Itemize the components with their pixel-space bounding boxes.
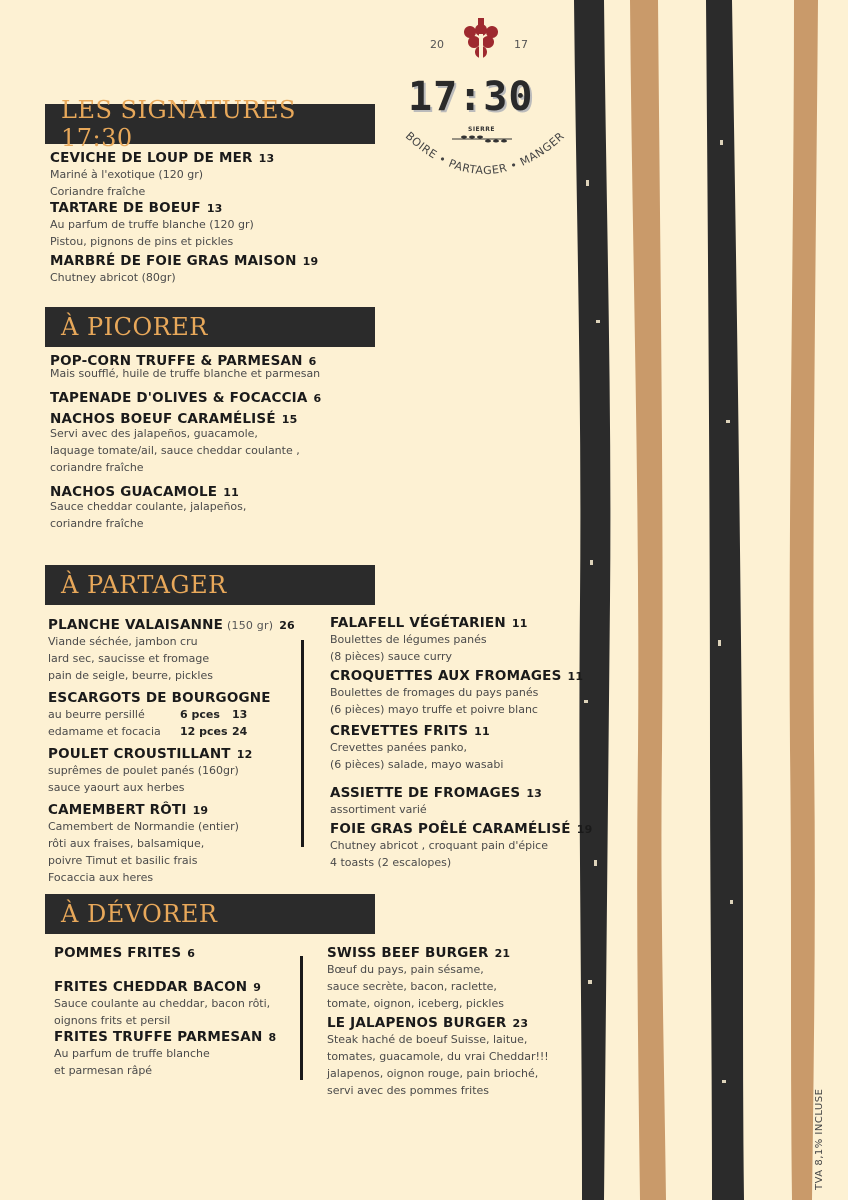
list-item [54, 1029, 276, 1079]
logo-year-right: 17 [514, 38, 528, 51]
list-item [330, 785, 592, 818]
item-name: NACHOS GUACAMOLE [50, 484, 218, 500]
item-desc: suprêmes de poulet panés (160gr) [48, 764, 239, 777]
row-price: 24 [232, 725, 248, 738]
item-name: FALAFELL VÉGÉTARIEN [330, 615, 506, 631]
item-desc: Mariné à l'exotique (120 gr) [50, 168, 204, 181]
item-desc: laquage tomate/ail, sauce cheddar coulante , [50, 444, 300, 457]
item-price: 13 [258, 152, 275, 165]
list-item [48, 617, 295, 684]
item-desc: Boulettes de fromages du pays panés [330, 686, 539, 699]
item-desc: Chutney abricot , croquant pain d'épice [330, 839, 548, 852]
item-desc: oignons frits et persil [54, 1014, 171, 1027]
list-item [50, 150, 318, 200]
signatures-list [50, 150, 318, 286]
item-desc: Sauce coulante au cheddar, bacon rôti, [54, 997, 271, 1010]
price-row [48, 706, 295, 723]
item-price: 6 [187, 947, 196, 960]
item-desc: coriandre fraîche [50, 517, 144, 530]
item-desc: sauce secrète, bacon, raclette, [327, 980, 497, 993]
item-price: 21 [494, 947, 511, 960]
column-divider [301, 640, 304, 847]
item-price: 19 [302, 255, 319, 268]
section-title-picorer: À PICORER [61, 313, 208, 341]
item-size: (150 gr) [227, 619, 274, 632]
tan-stripe-1 [630, 0, 666, 1200]
item-desc: (6 pièces) salade, mayo wasabi [330, 758, 504, 771]
item-desc: 4 toasts (2 escalopes) [330, 856, 452, 869]
item-desc: (8 pièces) sauce curry [330, 650, 453, 663]
item-desc: Focaccia aux heres [48, 871, 154, 884]
item-price: 6 [313, 392, 322, 405]
item-price: 19 [576, 823, 593, 836]
item-name: MARBRÉ DE FOIE GRAS MAISON [50, 253, 297, 269]
item-name: FRITES CHEDDAR BACON [54, 979, 248, 995]
item-desc: rôti aux fraises, balsamique, [48, 837, 205, 850]
item-price: 19 [192, 804, 209, 817]
list-item [50, 200, 318, 250]
item-desc: assortiment varié [330, 803, 427, 816]
item-desc: Camembert de Normandie (entier) [48, 820, 239, 833]
list-item [54, 945, 276, 961]
list-item [48, 690, 295, 740]
section-title-devorer: À DÉVORER [61, 900, 218, 928]
item-price: 11 [474, 725, 490, 738]
row-price: 13 [232, 708, 248, 721]
item-price: 11 [511, 617, 528, 630]
list-item [48, 802, 295, 886]
price-row [48, 723, 295, 740]
item-desc: pain de seigle, beurre, pickles [48, 669, 213, 682]
item-name: CAMEMBERT RÔTI [48, 802, 187, 818]
item-desc: coriandre fraîche [50, 461, 144, 474]
item-name: ASSIETTE DE FROMAGES [330, 785, 521, 801]
item-price: 11 [223, 486, 239, 499]
item-desc: Viande séchée, jambon cru [48, 635, 198, 648]
picorer-list [50, 353, 321, 532]
svg-text:BOIRE • PARTAGER • MANGER: BOIRE • PARTAGER • MANGER [402, 129, 568, 178]
list-item [50, 253, 318, 286]
item-desc: Sauce cheddar coulante, jalapeños, [50, 500, 247, 513]
section-banner-signatures [45, 96, 375, 152]
row-text: edamame et focacia [48, 725, 161, 738]
row-pieces: 12 pces [180, 725, 228, 738]
item-price: 26 [279, 619, 295, 632]
item-price: 13 [206, 202, 223, 215]
item-desc: tomates, guacamole, du vrai Cheddar!!! [327, 1050, 549, 1063]
item-desc: poivre Timut et basilic frais [48, 854, 198, 867]
item-desc: Steak haché de boeuf Suisse, laitue, [327, 1033, 528, 1046]
list-item [48, 746, 295, 796]
list-item [50, 411, 321, 476]
item-price: 11 [567, 670, 584, 683]
item-price: 13 [526, 787, 543, 800]
item-name: NACHOS BOEUF CARAMÉLISÉ [50, 411, 276, 427]
list-item [50, 484, 321, 532]
item-desc: et parmesan râpé [54, 1064, 153, 1077]
tan-stripe-2 [790, 0, 818, 1200]
list-item [50, 390, 321, 406]
section-banner-picorer [45, 307, 375, 347]
item-desc: Pistou, pignons de pins et pickles [50, 235, 234, 248]
item-desc: Au parfum de truffe blanche [54, 1047, 210, 1060]
item-name: TARTARE DE BOEUF [50, 200, 201, 216]
devorer-right-list [327, 945, 549, 1099]
item-name: PLANCHE VALAISANNE [48, 617, 224, 633]
column-divider [300, 956, 303, 1080]
list-item [330, 615, 592, 665]
dark-stripe-2 [706, 0, 744, 1200]
grapes-bottle-icon [458, 18, 504, 68]
list-item [54, 979, 276, 1029]
section-title-signatures: LES SIGNATURES 17:30 [61, 96, 296, 152]
item-desc: Bœuf du pays, pain sésame, [327, 963, 484, 976]
item-name: POP-CORN TRUFFE & PARMESAN [50, 353, 303, 369]
logo-year-left: 20 [430, 38, 444, 51]
item-desc: jalapenos, oignon rouge, pain brioché, [327, 1067, 539, 1080]
logo-town: SIERRE [468, 126, 495, 133]
item-price: 6 [308, 355, 317, 368]
list-item [327, 1015, 549, 1099]
item-name: FRITES TRUFFE PARMESAN [54, 1029, 263, 1045]
item-desc: Chutney abricot (80gr) [50, 271, 176, 284]
section-banner-partager [45, 565, 375, 605]
logo-name: 17:30 [408, 74, 534, 120]
item-name: CREVETTES FRITS [330, 723, 469, 739]
item-name: CROQUETTES AUX FROMAGES [330, 668, 562, 684]
item-price: 9 [253, 981, 262, 994]
item-desc: Coriandre fraîche [50, 185, 146, 198]
item-desc: Mais soufflé, huile de truffe blanche et parmesan [50, 367, 321, 380]
item-desc: lard sec, saucisse et fromage [48, 652, 210, 665]
item-price: 15 [281, 413, 298, 426]
item-name: ESCARGOTS DE BOURGOGNE [48, 690, 271, 706]
logo [400, 14, 570, 184]
item-name: LE JALAPENOS BURGER [327, 1015, 507, 1031]
item-desc: (6 pièces) mayo truffe et poivre blanc [330, 703, 538, 716]
item-name: POMMES FRITES [54, 945, 182, 961]
item-price: 23 [512, 1017, 529, 1030]
list-item [50, 353, 321, 382]
logo-tagline-arc [390, 104, 580, 194]
item-name: POULET CROUSTILLANT [48, 746, 231, 762]
section-title-partager: À PARTAGER [61, 571, 227, 599]
partager-right-list [330, 615, 592, 871]
tva-notice: TVA 8,1% INCLUSE [814, 1088, 825, 1190]
item-desc: Servi avec des jalapeños, guacamole, [50, 427, 258, 440]
decorative-stripes [560, 0, 848, 1200]
item-price: 12 [236, 748, 253, 761]
item-name: TAPENADE D'OLIVES & FOCACCIA [50, 390, 308, 406]
list-item [330, 821, 592, 871]
item-name: FOIE GRAS POÊLÉ CARAMÉLISÉ [330, 821, 571, 837]
section-banner-devorer [45, 894, 375, 934]
item-name: SWISS BEEF BURGER [327, 945, 489, 961]
row-pieces: 6 pces [180, 708, 220, 721]
row-text: au beurre persillé [48, 708, 145, 721]
item-name: CEVICHE DE LOUP DE MER [50, 150, 253, 166]
item-desc: Crevettes panées panko, [330, 741, 467, 754]
item-desc: sauce yaourt aux herbes [48, 781, 185, 794]
list-item [327, 945, 549, 1012]
devorer-left-list [54, 945, 276, 1079]
partager-left-list [48, 617, 295, 886]
item-desc: servi avec des pommes frites [327, 1084, 490, 1097]
item-price: 8 [268, 1031, 277, 1044]
item-desc: tomate, oignon, iceberg, pickles [327, 997, 504, 1010]
list-item [330, 723, 592, 773]
list-item [330, 668, 592, 718]
item-desc: Au parfum de truffe blanche (120 gr) [50, 218, 254, 231]
item-desc: Boulettes de légumes panés [330, 633, 487, 646]
